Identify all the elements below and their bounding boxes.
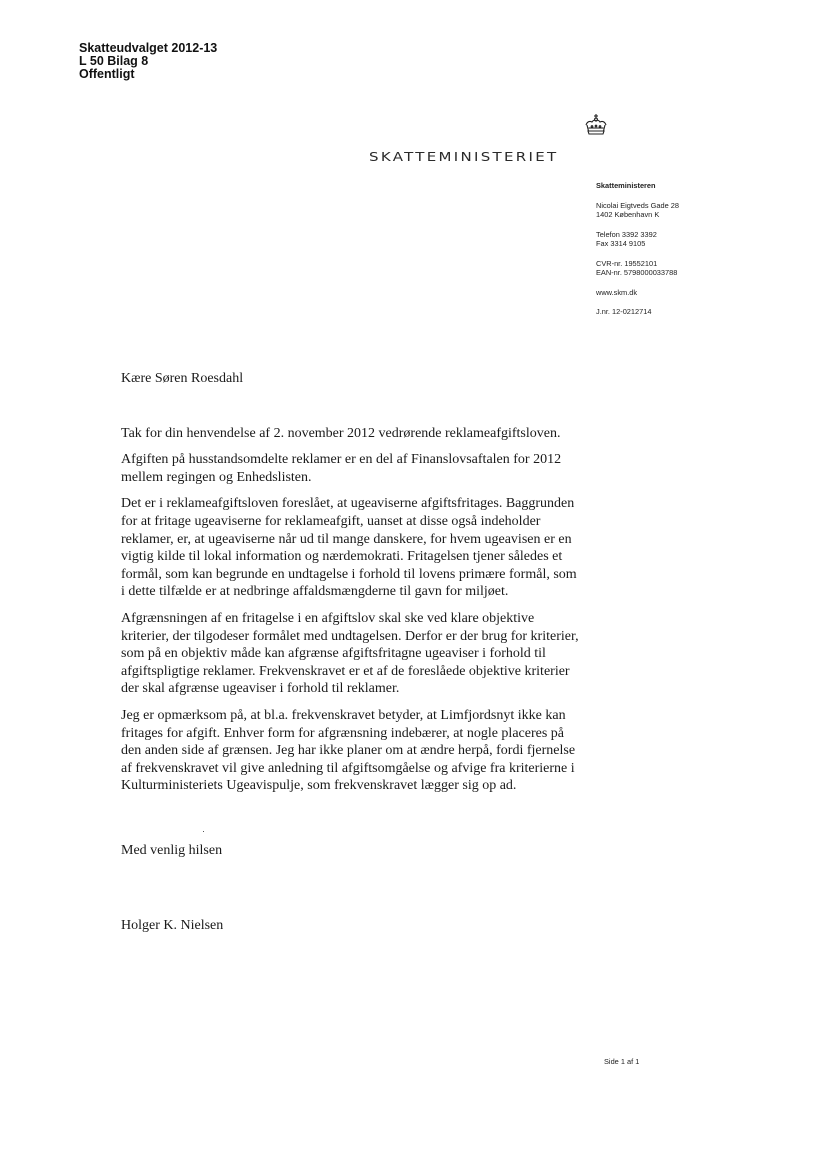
page-number: Side 1 af 1 xyxy=(604,1057,640,1066)
journal-number: J.nr. 12-0212714 xyxy=(596,307,652,316)
paragraph: Afgiften på husstandsomdelte reklamer er en del af Finanslovsaftalen for 2012 mellem regingen og Enhedslisten. xyxy=(121,452,562,485)
sender-address-street: Nicolai Eigtveds Gade 28 xyxy=(596,200,679,210)
paragraph: Tak for din henvendelse af 2. november 2012 vedrørende reklameafgiftsloven. xyxy=(121,425,561,441)
stamp-visibility: Offentligt xyxy=(79,67,135,81)
ministry-logo: SKATTEMINISTERIET xyxy=(369,149,559,165)
sender-phone: Telefon 3392 3392 xyxy=(596,229,657,239)
letter-body xyxy=(121,370,579,804)
crown-icon xyxy=(583,113,609,137)
sender-ean: EAN-nr. 5798000033788 xyxy=(596,268,678,277)
closing: Med venlig hilsen xyxy=(121,843,223,858)
paragraph: Afgrænsningen af en fritagelse i en afgiftslov skal ske ved klare objektive kriterier, der tilgodeser formålet med undtagelsen. Derfor er der brug for kriterier, som på en objektiv måde kan afgrænse afgiftsfritagne ugeaviser i forhold til afgiftspligtige reklamer. Frekvenskravet er et af de foreslåede objektive kriterier der skal afgrænse ugeaviser i forhold til reklamer. xyxy=(121,610,579,697)
sender-fax: Fax 3314 9105 xyxy=(596,239,646,248)
sender-website: www.skm.dk xyxy=(596,287,638,297)
stamp-committee: Skatteudvalget 2012-13 xyxy=(79,41,218,55)
signer-name: Holger K. Nielsen xyxy=(121,918,224,933)
salutation: Kære Søren Roesdahl xyxy=(121,371,244,386)
sender-cvr: CVR-nr. 19552101 xyxy=(596,258,658,268)
scan-dot xyxy=(203,831,204,832)
paragraph: Det er i reklameafgiftsloven foreslået, at ugeaviserne afgiftsfritages. Baggrunden for at fritage ugeaviserne for reklameafgift, uanset at disse også indeholder reklamer, er, at ugeaviserne når ud til mange danskere, for hvem ugeavisen er en vigtig kilde til lokal information og nærdemokrati. Fritagelsen tjener således et formål, som kan begrunde en undtagelse i forhold til lovens primære formål, som i dette tilfælde er at nedbringe affaldsmængderne til gavn for miljøet. xyxy=(121,496,577,600)
document-stamp xyxy=(79,42,217,81)
sender-name: Skatteministeren xyxy=(596,181,656,190)
paragraph: Jeg er opmærksom på, at bl.a. frekvenskravet betyder, at Limfjordsnyt ikke kan fritages for afgift. Enhver form for afgrænsning indebærer, at nogle placeres på den anden side af grænsen. Jeg har ikke planer om at ændre herpå, fordi fjernelse af frekvenskravet vil give anledning til afgiftsomgåelse og afvige fra kriterierne i Kulturministeriets Ugeavispulje, som frekvenskravet lægger sig op ad. xyxy=(121,707,576,794)
sender-address-city: 1402 København K xyxy=(596,210,660,219)
sender-block xyxy=(596,181,679,317)
stamp-bill-reference: L 50 Bilag 8 xyxy=(79,54,149,68)
